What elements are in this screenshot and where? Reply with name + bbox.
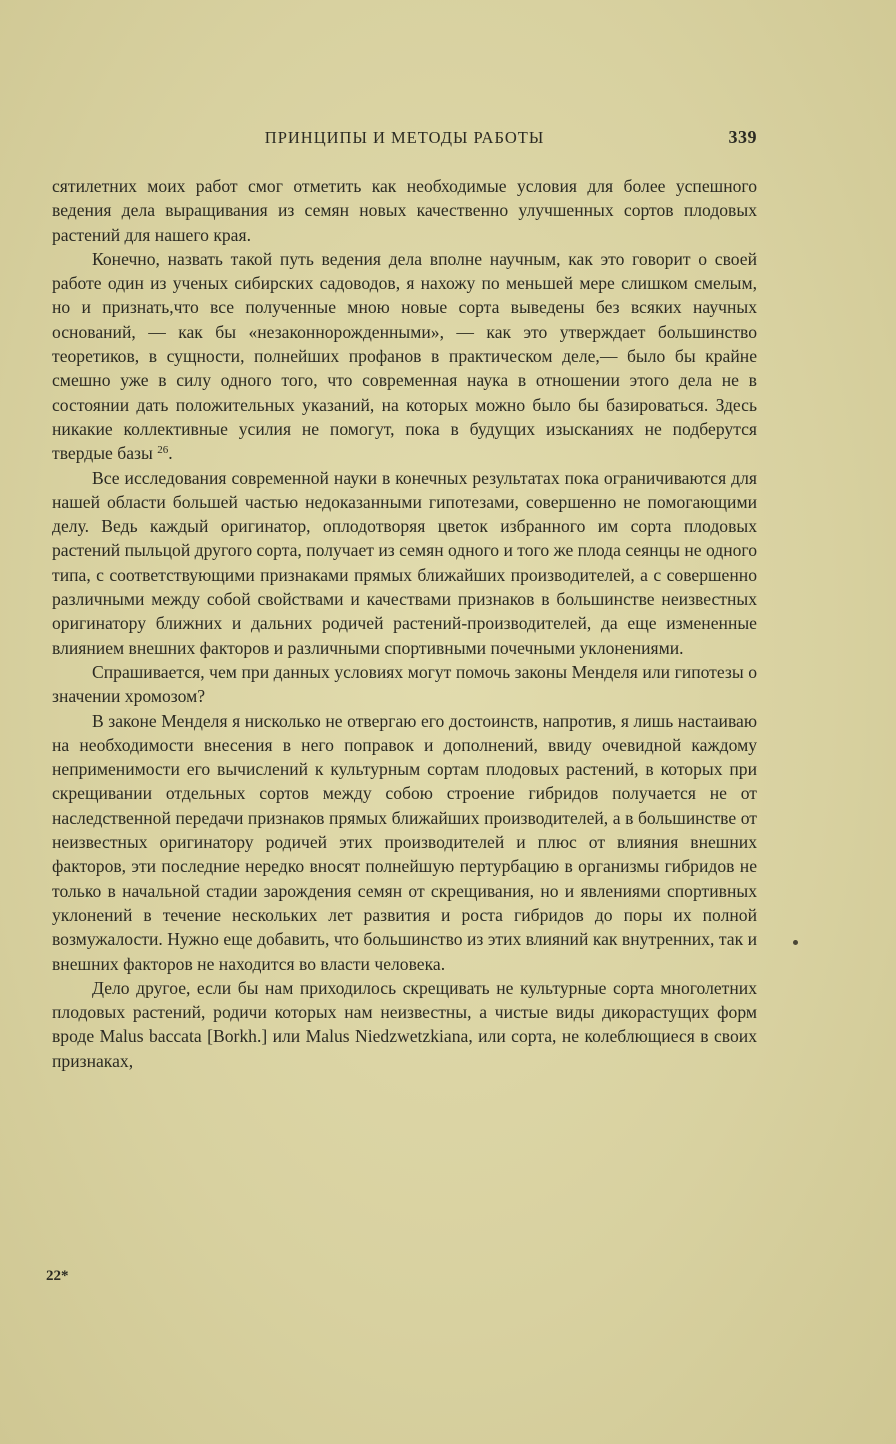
paper-speck bbox=[793, 940, 798, 945]
body-text bbox=[52, 174, 757, 1073]
paragraph: Все исследования современной науки в конечных результатах пока ограничиваются для нашей области большей частью недоказанными гипотезами, совершенно не помогающими делу. Ведь каждый оригинатор, оплодотворяя цветок избранного им сорта плодовых растений пыльцой другого сорта, получает из семян одного и того же плода сеянцы не одного типа, с соответствующими признаками прямых ближайших производителей, а с совершенно различными между собой свойствами и качествами признаков в большинстве неизвестных оригинатору ближних и дальних родичей растений-производителей, да еще измененные влиянием внешних факторов и различными спортивными почечными уклонениями. bbox=[52, 467, 757, 658]
paragraph: В законе Менделя я нисколько не отвергаю его достоинств, напротив, я лишь настаиваю на необходимости внесения в него поправок и дополнений, ввиду очевидной каждому неприменимости его вычислений к культурным сортам плодовых растений, в которых при скрещивании отдельных сортов между собою строение гибридов получается не от наследственной передачи признаков прямых ближайших производителей, а в большинстве от неизвестных оригинатору родичей этих производителей и плюс от влияния внешних факторов, эти последние нередко вносят полнейшую пертурбацию в организмы гибридов не только в начальной стадии зарождения семян от скрещивания, но и явлениями спортивных уклонений в течение нескольких лет развития и роста гибридов до поры их полной возмужалости. Нужно еще добавить, что большинство из этих влияний как внутренних, так и внешних факторов не находится во власти человека. bbox=[52, 710, 757, 974]
running-head: ПРИНЦИПЫ И МЕТОДЫ РАБОТЫ bbox=[264, 128, 545, 147]
paragraph: сятилетних моих работ смог отметить как необходимые условия для более успешного ведения дела выращивания из семян новых качественно улучшенных сортов плодовых растений для нашего края. bbox=[52, 176, 757, 245]
page-header bbox=[52, 128, 757, 152]
paragraph: Конечно, назвать такой путь ведения дела вполне научным, как это говорит о своей работе один из ученых сибирских садоводов, я нахожу по меньшей мере слишком смелым, но и признать,что все полученные мною новые сорта выведены без всяких научных оснований, — как бы «незаконнорожденными», — как это утверждает большинство теоретиков, в сущности, полнейших профанов в практическом деле,— было бы крайне смешно уже в силу одного того, что современная наука в отношении этого дела не в состоянии дать положительных указаний, на которых можно было бы базироваться. Здесь никакие коллективные усилия не помогут, пока в будущих изысканиях не подберутся твердые базы $^{26}$. bbox=[52, 248, 757, 464]
page-number: 339 bbox=[728, 127, 757, 147]
paragraph: Дело другое, если бы нам приходилось скрещивать не культурные сорта многолетних плодовых растений, родичи которых нам неизвестны, а чистые виды дикорастущих форм вроде Malus baccata [Borkh.] или Malus Niedzwetzkiana, или сорта, не колеблющиеся в своих признаках, bbox=[52, 977, 757, 1071]
printer-signature: 22* bbox=[46, 1268, 69, 1284]
footnote-ref: 26 bbox=[157, 444, 169, 457]
paragraph: Спрашивается, чем при данных условиях могут помочь законы Менделя или гипотезы о значении хромозом? bbox=[52, 661, 757, 707]
